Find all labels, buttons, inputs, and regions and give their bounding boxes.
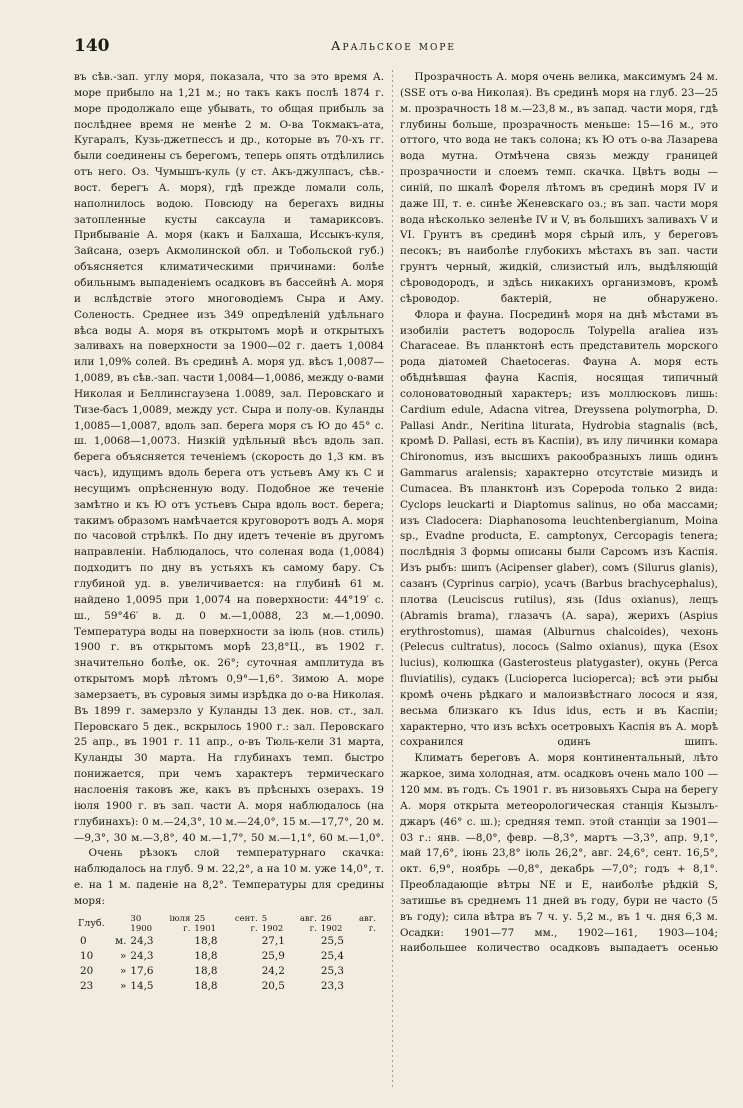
right-column — [400, 70, 718, 957]
column-header: 25 сент. 1901 г. — [194, 913, 258, 934]
column-header: 26 авг. 1902 г. — [320, 913, 376, 934]
right-paragraph-1: Прозрачность А. моря очень велика, максимумъ 24 м. (SSE отъ о-ва Николая). Въ срединѣ моря на глуб. 23—25 м. прозрачность 18 м.—23,8 м., въ запад. части моря, гдѣ глубины больше, прозрачность меньше: 15—16 м., это оттого, что вода не такъ солона; къ Ю отъ о-ва Лазарева вода мутна. Отмѣчена связь между границей прозрачности и слоемъ темп. скачка. Цвѣтъ воды — синій, по шкалѣ Фореля лѣтомъ въ срединѣ моря IV и даже III, т. е. синѣе Женевскаго оз.; въ зап. части моря вода нѣсколько зеленѣе IV и V, въ большихъ заливахъ V и VI. Грунтъ въ срединѣ моря сѣрый илъ, у береговъ песокъ; въ наиболѣе глубокихъ мѣстахъ въ зап. части грунтъ черный, жидкій, слизистый илъ, выдѣляющій сѣроводородъ, и здѣсь никакихъ организмовъ, кромѣ сѣроводор. бактерій, не обнаружено. — [400, 71, 718, 305]
table-row: 20 » 17,6 18,8 24,2 25,3 — [80, 964, 344, 977]
column-header: 5 авг. 1902 г. — [261, 913, 317, 934]
table-row: 23 » 14,5 18,8 20,5 23,3 — [80, 979, 344, 992]
table-row: 0 м. 24,3 18,8 27,1 25,5 — [80, 934, 344, 947]
depth-header: Глуб. — [78, 917, 105, 929]
temperature-table — [74, 914, 378, 994]
column-separator — [392, 70, 393, 1090]
column-header: 30 іюля 1900 г. — [130, 913, 191, 934]
left-paragraph-2: Очень рѣзокъ слой температурнаго скачка: наблюдалось на глуб. 9 м. 22,2°, а на 10 м. уже 14,0°, т. е. на 1 м. паденіе на 8,2°. Температуры для средины моря: — [74, 847, 384, 907]
table-row: 10 » 24,3 18,8 25,9 25,4 — [80, 949, 344, 962]
page-number: 140 — [74, 36, 110, 56]
right-paragraph-2: Флора и фауна. Посрединѣ моря на днѣ мѣстами въ изобиліи растетъ водоросль Tolypella araliea изъ Characeae. Въ планктонѣ есть представитель морского рода діатомей Chaetoceras. Фауна А. моря есть обѣднѣвшая фауна Каспія, носящая типичный солоноватоводный характеръ; изъ моллюсковъ лишь: Cardium edule, Adacna vitrea, Dreyssena polymorpha, D. Pallasi Andr., Neritina liturata, Hydrobia stagnalis (всѣ, кромѣ D. Pallasi, есть въ Каспіи), въ илу личинки комара Chironomus, изъ высшихъ ракообразныхъ лишь одинъ Gammarus aralensis; характерно отсутствіе мизидъ и Cumacea. Въ планктонѣ изъ Copepoda только 2 вида: Cyclops leuckarti и Diaptomus salinus, но оба массами; изъ Cladocera: Diaphanosoma leuchtenbergianum, Moina sp., Evadne producta, E. camptonyx, Cercopagis tenera; послѣднія 3 формы описаны были Сарсомъ изъ Каспія. Изъ рыбъ: шипъ (Acipenser glaber), сомъ (Silurus glanis), сазанъ (Cyprinus carpio), усачъ (Barbus brachycephalus), плотва (Leuciscus rutilus), язь (Idus oxianus), лещъ (Abramis brama), глазачъ (A. sapa), жерихъ (Aspius erythrostomus), шамая (Alburnus chalcoides), чехонь (Pelecus cultratus), лосось (Salmo oxianus), щука (Esox lucius), колюшка (Gasterosteus platygaster), окунь (Perca fluviatilis), судакъ (Lucioperca lucioperca); всѣ эти рыбы кромѣ очень рѣдкаго и малоизвѣстнаго лосося и язя, весьма близкаго къ Idus idus, есть и въ Каспіи; характерно, что изъ всѣхъ осетровыхъ Каспія въ А. морѣ сохранился одинъ шипъ. — [400, 308, 718, 749]
table-header-row — [74, 914, 378, 934]
left-column — [74, 70, 384, 994]
left-paragraph-1: въ сѣв.-зап. углу моря, показала, что за это время А. море прибыло на 1,21 м.; но такъ какъ послѣ 1874 г. море продолжало еще убывать, то общая прибыль за послѣднее время не менѣе 2 м. О-ва Токмакъ-ата, Кугаралъ, Кузь-джетпессъ и др., которые въ 70-хъ гг. были соединены съ берегомъ, теперь опять отдѣлились отъ него. Оз. Чумышъ-куль (у ст. Акъ-джулпасъ, сѣв.-вост. берегъ А. моря), гдѣ прежде ломали соль, наполнилось водою. Повсюду на берегахъ видны затопленные кусты саксаула и тамариксовъ. Прибываніе А. моря (какъ и Балхаша, Иссыкъ-куля, Зайсана, озеръ Акмолинской обл. и Тобольской губ.) объясняется климатическими причинами: болѣе обильнымъ выпаденіемъ осадковъ въ бассейнѣ А. моря и вслѣдствіе этого многоводіемъ Сыра и Аму. Соленость. Среднее изъ 349 опредѣленій удѣльнаго вѣса воды А. моря въ открытомъ морѣ и открытыхъ заливахъ на поверхности за 1900—02 г. даетъ 1,0084 или 1,09% солей. Въ срединѣ А. моря уд. вѣсъ 1,0087—1,0089, въ сѣв.-зап. части 1,0084—1,0086, между о-вами Николая и Беллинсгаузена 1.0089, зал. Перовскаго и Тизе-басъ 1,0089, между уст. Сыра и полу-ов. Куланды 1,0085—1,0087, вдоль зап. берега моря съ Ю до 45° с. ш. 1,0068—1,0073. Низкій удѣльный вѣсъ вдоль зап. берега объясняется теченіемъ (скорость до 1,3 км. въ часъ), идущимъ вдоль берега отъ устьевъ Аму къ С и несущимъ опрѣсненную воду. Подобное же теченіе замѣтно и къ Ю отъ устьевъ Сыра вдоль вост. берега; такимъ образомъ намѣчается круговоротъ водъ А. моря по часовой стрѣлкѣ. По дну идетъ теченіе въ другомъ направленіи. Наблюдалось, что соленая вода (1,0084) подходитъ по дну въ устьяхъ къ самому бару. Съ глубиной уд. в. увеличивается: на глубинѣ 61 м. найдено 1,0095 при 1,0074 на поверхности: 44°19′ с. ш., 59°46′ в. д. 0 м.—1,0088, 23 м.—1,0090. Температура воды на поверхности за іюль (нов. стиль) 1900 г. въ открытомъ морѣ 23,8°Ц., въ 1902 г. значительно болѣе, ок. 26°; суточная амплитуда въ открытомъ морѣ лѣтомъ 0,9°—1,6°. Зимою А. море замерзаетъ, въ суровыя зимы изрѣдка до о-ва Николая. Въ 1899 г. замерзло у Куланды 13 дек. нов. ст., зал. Перовскаго 5 дек., вскрылось 1900 г.: зал. Перовскаго 25 апр., въ 1901 г. 11 апр., о-въ Тюль-кели 31 марта, Куланды 30 марта. На глубинахъ темп. быстро понижается, при чемъ характеръ термическаго наслоенія таковъ же, какъ въ прѣсныхъ озерахъ. 19 іюля 1900 г. въ зап. части А. моря наблюдалось (на глубинахъ): 0 м.—24,3°, 10 м.—24,0°, 15 м.—17,7°, 20 м.—9,3°, 30 м.—3,8°, 40 м.—1,7°, 50 м.—1,1°, 60 м.—1,0°. — [74, 71, 384, 844]
right-paragraph-3: Климатъ береговъ А. моря континентальный, лѣто жаркое, зима холодная, атм. осадковъ очень мало 100 — 120 мм. въ годъ. Съ 1901 г. въ низовьяхъ Сыра на берегу А. моря открыта метеорологическая станція Кызылъ-джаръ (46° с. ш.); средняя темп. этой станціи за 1901—03 г.: янв. —8,0°, февр. —8,3°, мартъ —3,3°, апр. 9,1°, май 17,6°, іюнь 23,8° іюль 26,2°, авг. 24,6°, сент. 16,5°, окт. 6,9°, ноябрь —0,8°, декабрь —7,0°; годъ + 8,1°. Преобладающіе вѣтры NE и E, наиболѣе рѣдкій S, затишье въ среднемъ 11 дней въ году, бури не часто (5 въ году); сила вѣтра въ 7 ч. у. 5,2 м., въ 1 ч. дня 6,3 м. Осадки: 1901—77 мм., 1902—161, 1903—104; наибольшее количество осадковъ выпадаетъ осенью — [400, 752, 718, 955]
running-title: Аральское море — [331, 38, 456, 53]
page-header — [74, 36, 713, 60]
